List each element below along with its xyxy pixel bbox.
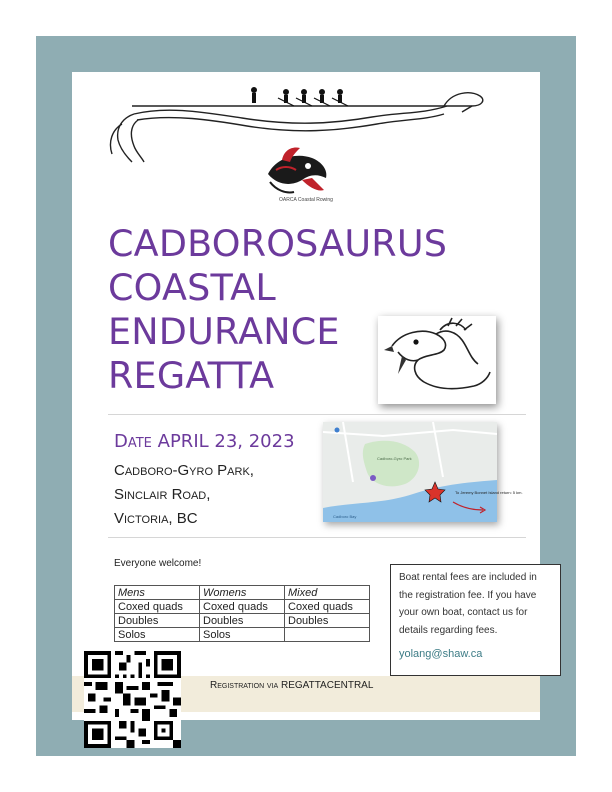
- info-text: Boat rental fees are included in the registration fee. If you have your own boat, contact us for details regarding fees.: [399, 572, 537, 636]
- cadborosaurus-head-drawing: [378, 316, 496, 404]
- orca-logo: [262, 140, 332, 200]
- venue-line: Sinclair Road,: [114, 486, 211, 503]
- contact-email-link[interactable]: yolang@shaw.ca: [399, 648, 483, 660]
- table-cell: Coxed quads: [200, 600, 285, 614]
- event-date: [114, 431, 295, 452]
- column-header: Mens: [115, 586, 200, 600]
- title-line: REGATTA: [108, 354, 275, 397]
- divider: [108, 537, 526, 538]
- map-route-note: To Jeremy Bonnet Island return: 5 km.: [455, 490, 523, 495]
- logo-caption: OARCA Coastal Rowing: [279, 197, 333, 203]
- venue-map: [323, 422, 523, 522]
- title-line: ENDURANCE: [108, 310, 340, 353]
- table-row: [115, 614, 370, 628]
- venue-address: [114, 459, 254, 531]
- venue-line: Victoria, BC: [114, 510, 198, 527]
- venue-line: Cadboro-Gyro Park,: [114, 462, 254, 479]
- registration-link[interactable]: Registration via REGATTACENTRAL: [210, 680, 374, 691]
- title-line: CADBOROSAURUS: [108, 222, 448, 265]
- table-cell: Coxed quads: [115, 600, 200, 614]
- table-cell: Doubles: [200, 614, 285, 628]
- welcome-text: Everyone welcome!: [114, 558, 202, 569]
- event-title: [108, 222, 448, 398]
- table-cell: Solos: [200, 628, 285, 642]
- date-value: APRIL 23, 2023: [157, 431, 295, 452]
- table-cell: Doubles: [115, 614, 200, 628]
- column-header: Womens: [200, 586, 285, 600]
- table-row: [115, 600, 370, 614]
- divider: [108, 414, 526, 415]
- column-header: Mixed: [285, 586, 370, 600]
- qr-code[interactable]: [84, 651, 181, 748]
- table-cell: [285, 628, 370, 642]
- table-header-row: [115, 586, 370, 600]
- map-bay-label: Cadboro Bay: [333, 514, 357, 519]
- table-row: [115, 628, 370, 642]
- map-park-label: Cadboro-Gyro Park: [377, 456, 412, 461]
- date-label: Date: [114, 431, 152, 452]
- categories-table: [114, 585, 370, 642]
- title-line: COASTAL: [108, 266, 276, 309]
- table-cell: Doubles: [285, 614, 370, 628]
- table-cell: Solos: [115, 628, 200, 642]
- table-cell: Coxed quads: [285, 600, 370, 614]
- boat-rental-info-box: [390, 564, 561, 676]
